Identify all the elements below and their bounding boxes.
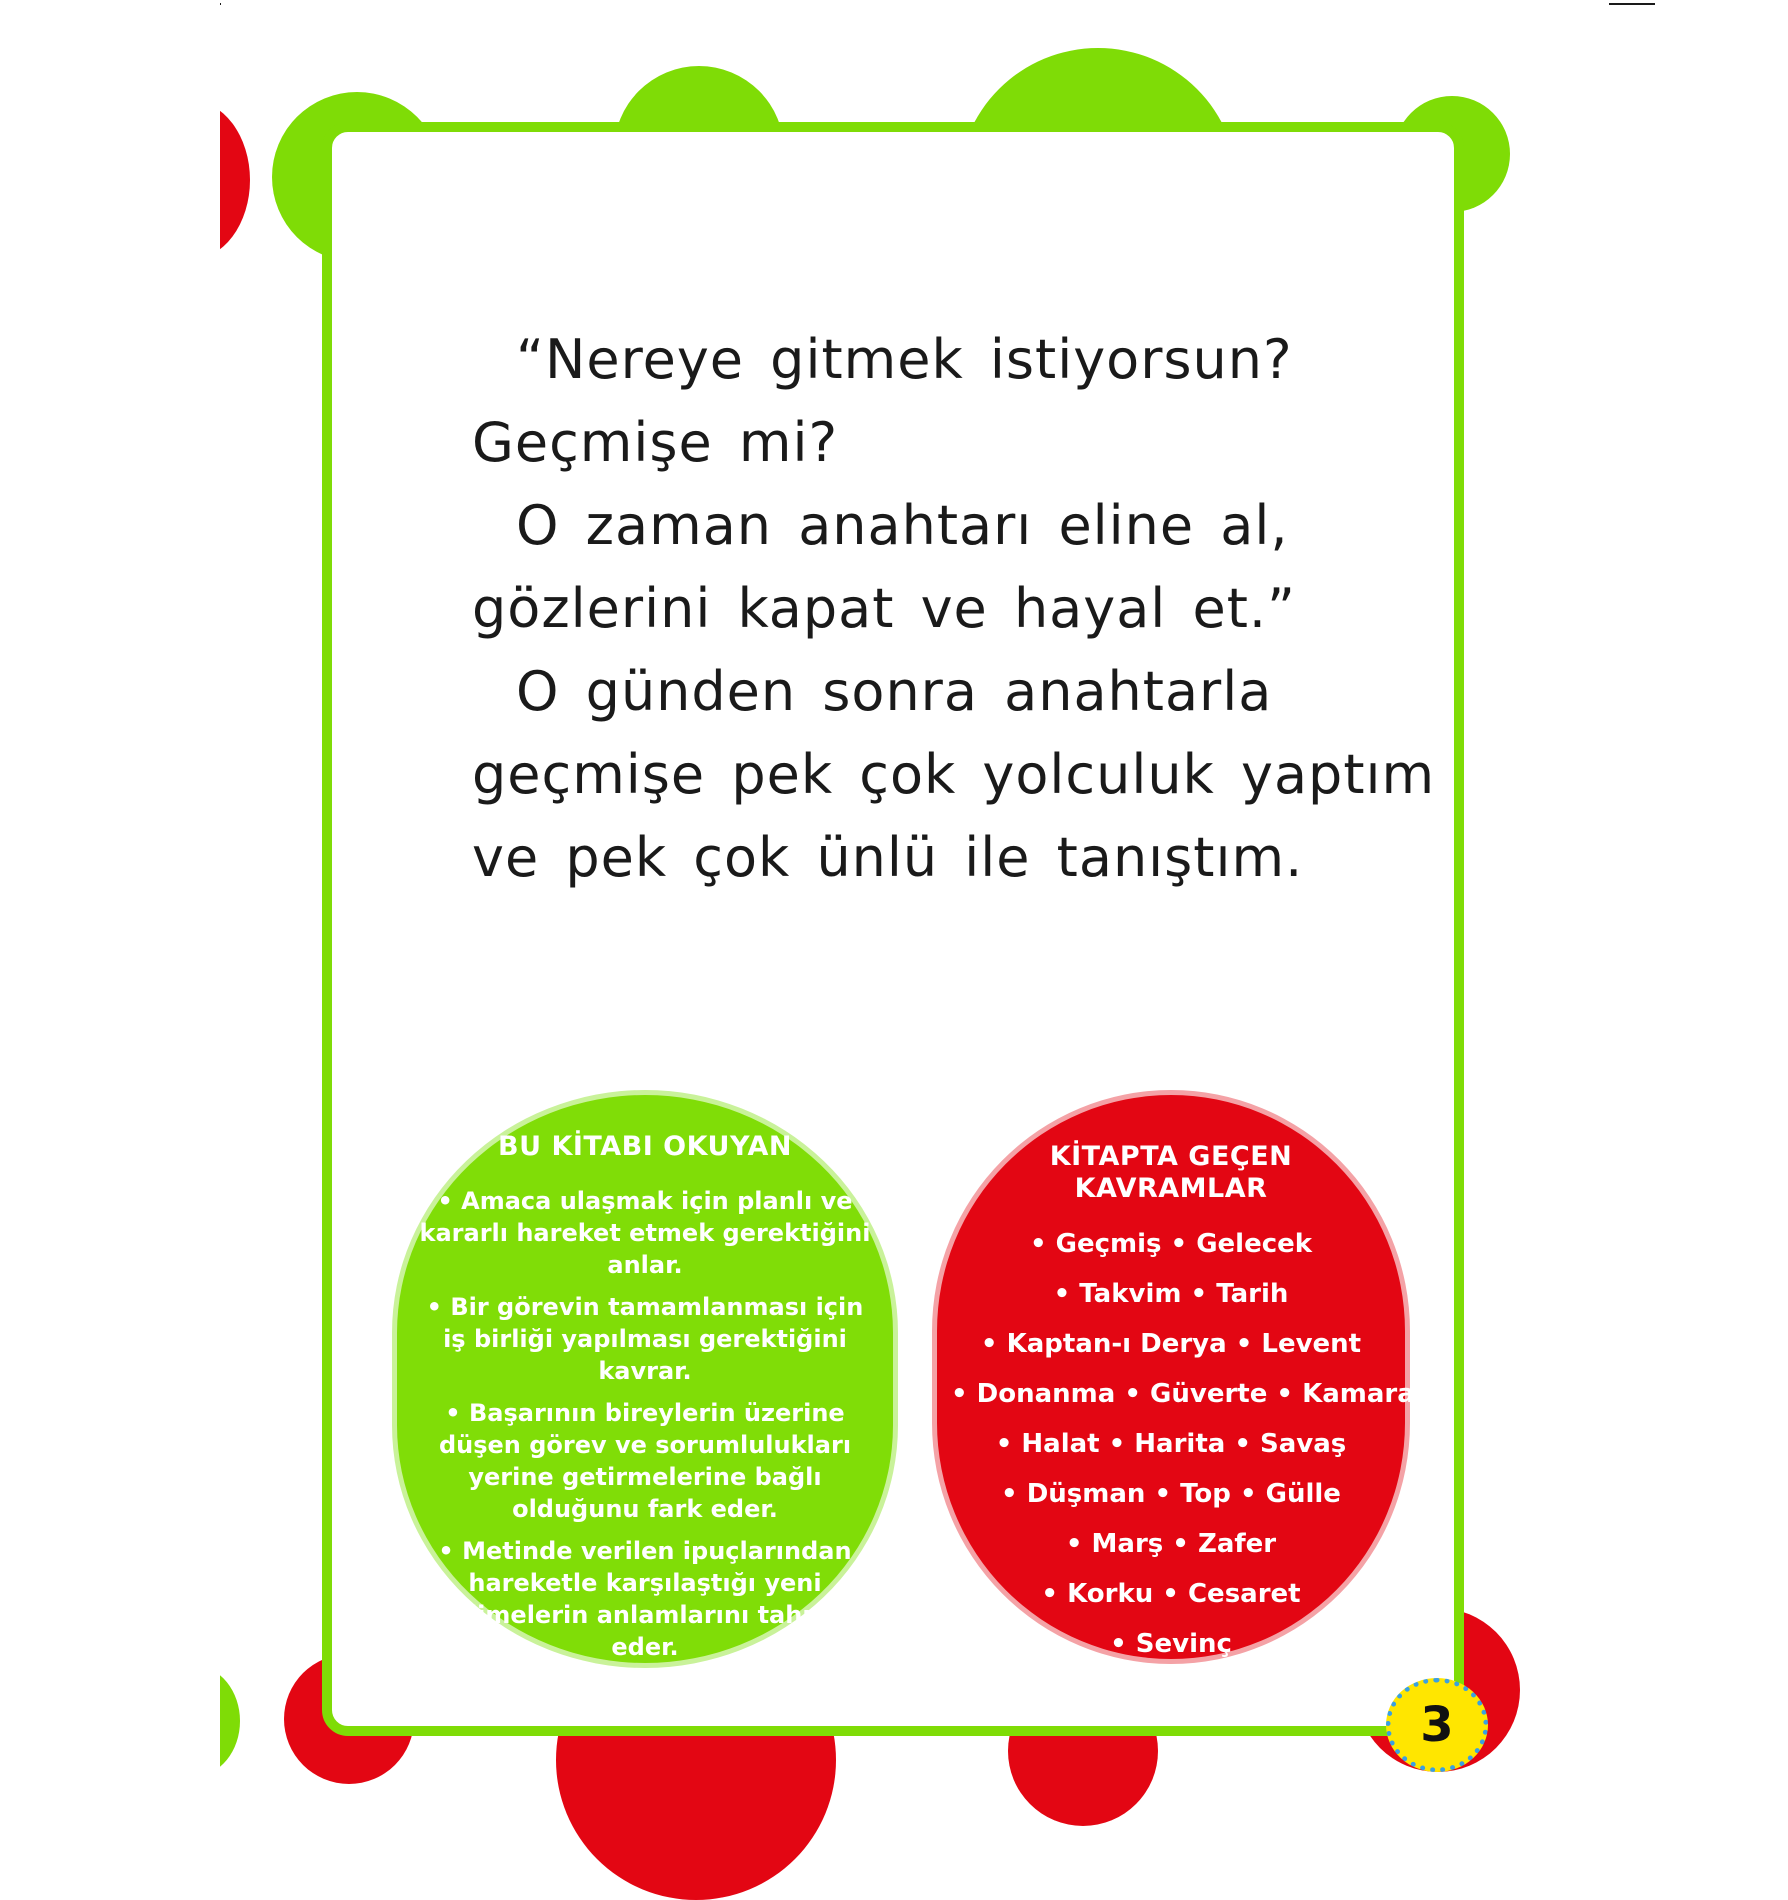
story-line: gözlerini kapat ve hayal et.” — [472, 577, 1297, 640]
concepts-row: • Geçmiş • Gelecek — [1029, 1229, 1313, 1259]
concepts-row: • Donanma • Güverte • Kamara — [951, 1379, 1415, 1409]
story-line: O günden sonra anahtarla — [516, 660, 1273, 723]
story-line: Geçmişe mi? — [472, 411, 839, 474]
reader-outcomes-box — [392, 1090, 898, 1668]
concepts-title-line: KAVRAMLAR — [1074, 1173, 1268, 1204]
concepts-row: • Düşman • Top • Gülle — [1001, 1479, 1341, 1509]
reader-outcomes-title: BU KİTABI OKUYAN — [498, 1131, 792, 1162]
concepts-row: • Kaptan-ı Derya • Levent — [980, 1329, 1362, 1359]
reader-outcome-item: • Metinde verilen ipuçlarından hareketle karşılaştığı yeni kelimelerin anlamlarını tahmin eder. — [437, 1537, 853, 1661]
page-trim-mask — [0, 0, 220, 1788]
concepts-title-line: KİTAPTA GEÇEN — [1049, 1141, 1293, 1172]
page-number: 3 — [1420, 1697, 1454, 1753]
reader-outcome-item: • Başarının bireylerin üzerine düşen görev ve sorumlulukları yerine getirmelerine bağlı olduğunu fark eder. — [438, 1399, 852, 1523]
story-line: ve pek çok ünlü ile tanıştım. — [472, 826, 1304, 889]
crop-mark-right — [1609, 3, 1655, 5]
story-text — [472, 318, 1436, 899]
concepts-row: • Takvim • Tarih — [1053, 1279, 1289, 1309]
reader-outcome-item: • Bir görevin tamamlanması için iş birliği yapılması gerektiğini kavrar. — [426, 1293, 864, 1385]
concepts-row: • Marş • Zafer — [1065, 1529, 1277, 1559]
story-line: “Nereye gitmek istiyorsun? — [516, 328, 1293, 391]
concepts-row: • Sevinç — [1110, 1629, 1232, 1659]
page-number-badge — [1386, 1678, 1488, 1772]
story-line: geçmişe pek çok yolculuk yaptım — [472, 743, 1436, 806]
reader-outcome-item: • Amaca ulaşmak için planlı ve kararlı hareket etmek gerektiğini anlar. — [419, 1187, 871, 1279]
story-line: O zaman anahtarı eline al, — [516, 494, 1289, 557]
concepts-title — [951, 1141, 1391, 1205]
concepts-row: • Korku • Cesaret — [1041, 1579, 1301, 1609]
concepts-row: • Halat • Harita • Savaş — [995, 1429, 1347, 1459]
concepts-box — [932, 1090, 1415, 1664]
